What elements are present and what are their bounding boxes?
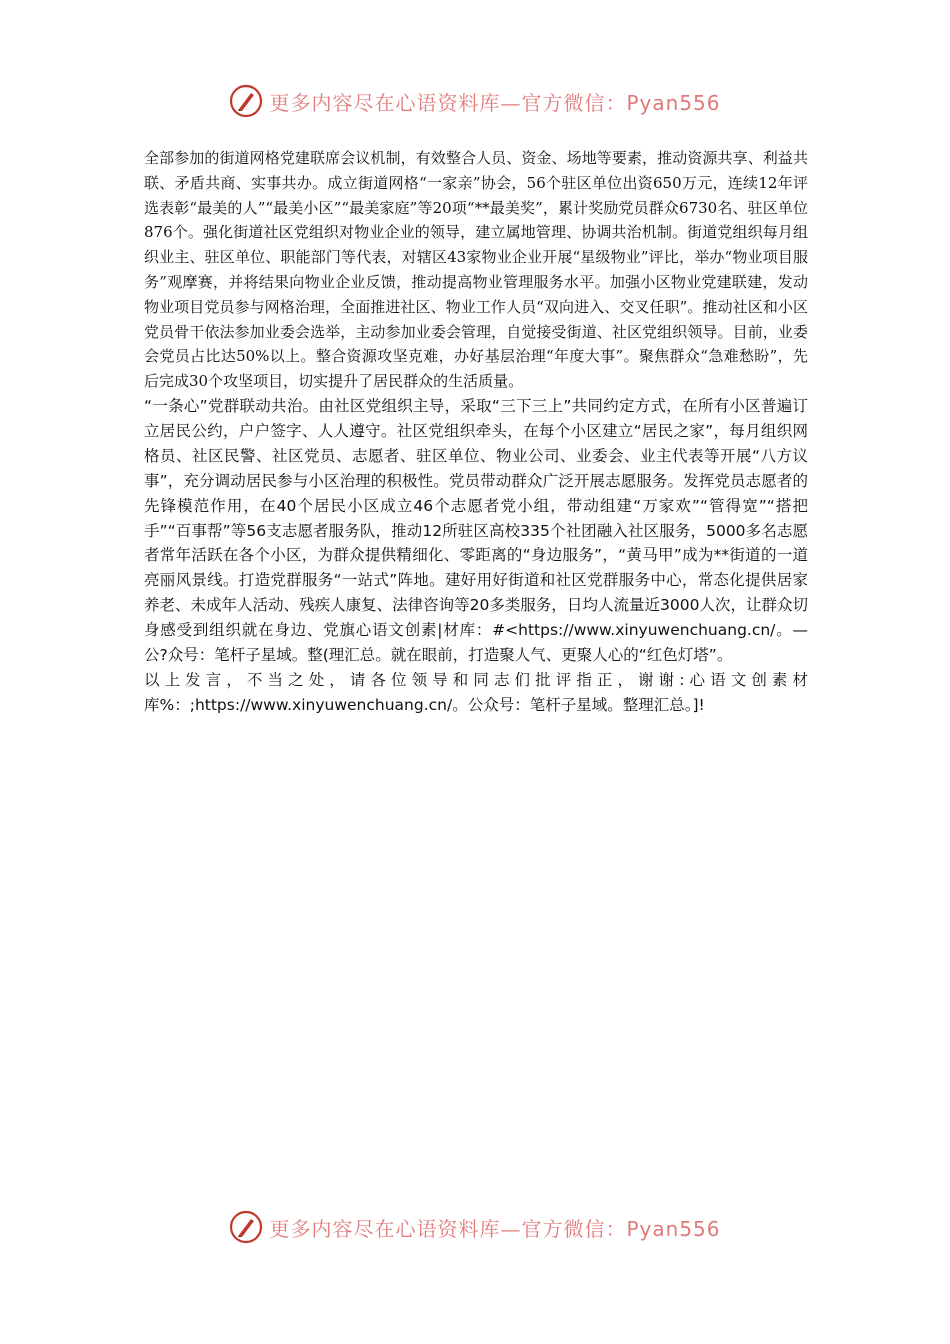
- wechat-id: Pyan556: [626, 1216, 721, 1241]
- paragraph-2: “一条心”党群联动共治。由社区党组织主导，采取“三下三上”共同约定方式，在所有小区普遍订立居民公约，户户签字、人人遵守。社区党组织牵头，在每个小区建立“居民之家”，每月组织网格员、社区民警、社区党员、志愿者、驻区单位、物业公司、业委会、业主代表等开展“八方议事”，充分调动居民参与小区治理的积极性。党员带动群众广泛开展志愿服务。发挥党员志愿者的先锋模范作用，在40个居民小区成立46个志愿者党小组，带动组建“万家欢”“管得宽”“搭把手”“百事帮”等56支志愿者服务队，推动12所驻区高校335个社团融入社区服务，5000多名志愿者常年活跃在各个小区，为群众提供精细化、零距离的“身边服务”，“黄马甲”成为**街道的一道亮丽风景线。打造党群服务“一站式”阵地。建好用好街道和社区党群服务中心，常态化提供居家养老、未成年人活动、残疾人康复、法律咨询等20多类服务，日均人流量近3000人次，让群众切身感受到组织就在身边、党旗心语文创素|材库：#<https://www.xinyuwenchuang.cn/。—公?众号：笔杆子星域。整(理汇总。就在眼前，打造聚人气、更聚人心的“红色灯塔”。: [144, 396, 808, 665]
- paragraph-3: 以上发言，不当之处，请各位领导和同志们批评指正，谢谢:心语文创素材库%：;https://www.xinyuwenchuang.cn/。公众号：笔杆子星域。整理汇总。]!: [144, 670, 808, 714]
- paragraph-1: 全部参加的街道网格党建联席会议机制，有效整合人员、资金、场地等要素，推动资源共享、利益共联、矛盾共商、实事共办。成立街道网格“一家亲”协会，56个驻区单位出资650万元，连续12年评选表彰“最美的人”“最美小区”“最美家庭”等20项“**最美奖”，累计奖励党员群众6730名、驻区单位876个。强化街道社区党组织对物业企业的领导，建立属地管理、协调共治机制。街道党组织每月组织业主、驻区单位、职能部门等代表，对辖区43家物业企业开展“星级物业”评比，举办“物业项目服务”观摩赛，并将结果向物业企业反馈，推动提高物业管理服务水平。加强小区物业党建联建，发动物业项目党员参与网格治理，全面推进社区、物业工作人员“双向进入、交叉任职”。推动社区和小区党员骨干依法参加业委会选举，主动参加业委会管理，自觉接受街道、社区党组织领导。目前，业委会党员占比达50%以上。整合资源攻坚克难，办好基层治理“年度大事”。聚焦群众“急难愁盼”，先后完成30个攻坚项目，切实提升了居民群众的生活质量。: [144, 149, 808, 391]
- pen-logo-icon: [229, 84, 263, 118]
- wechat-id: Pyan556: [626, 90, 721, 115]
- header-banner: [0, 84, 950, 118]
- banner-text: 更多内容尽在心语资料库—官方微信：Pyan556: [269, 1216, 721, 1241]
- footer-banner: [0, 1210, 950, 1244]
- pen-logo-icon: [229, 1210, 263, 1244]
- banner-text: 更多内容尽在心语资料库—官方微信：Pyan556: [269, 90, 721, 115]
- document-body: [144, 146, 808, 718]
